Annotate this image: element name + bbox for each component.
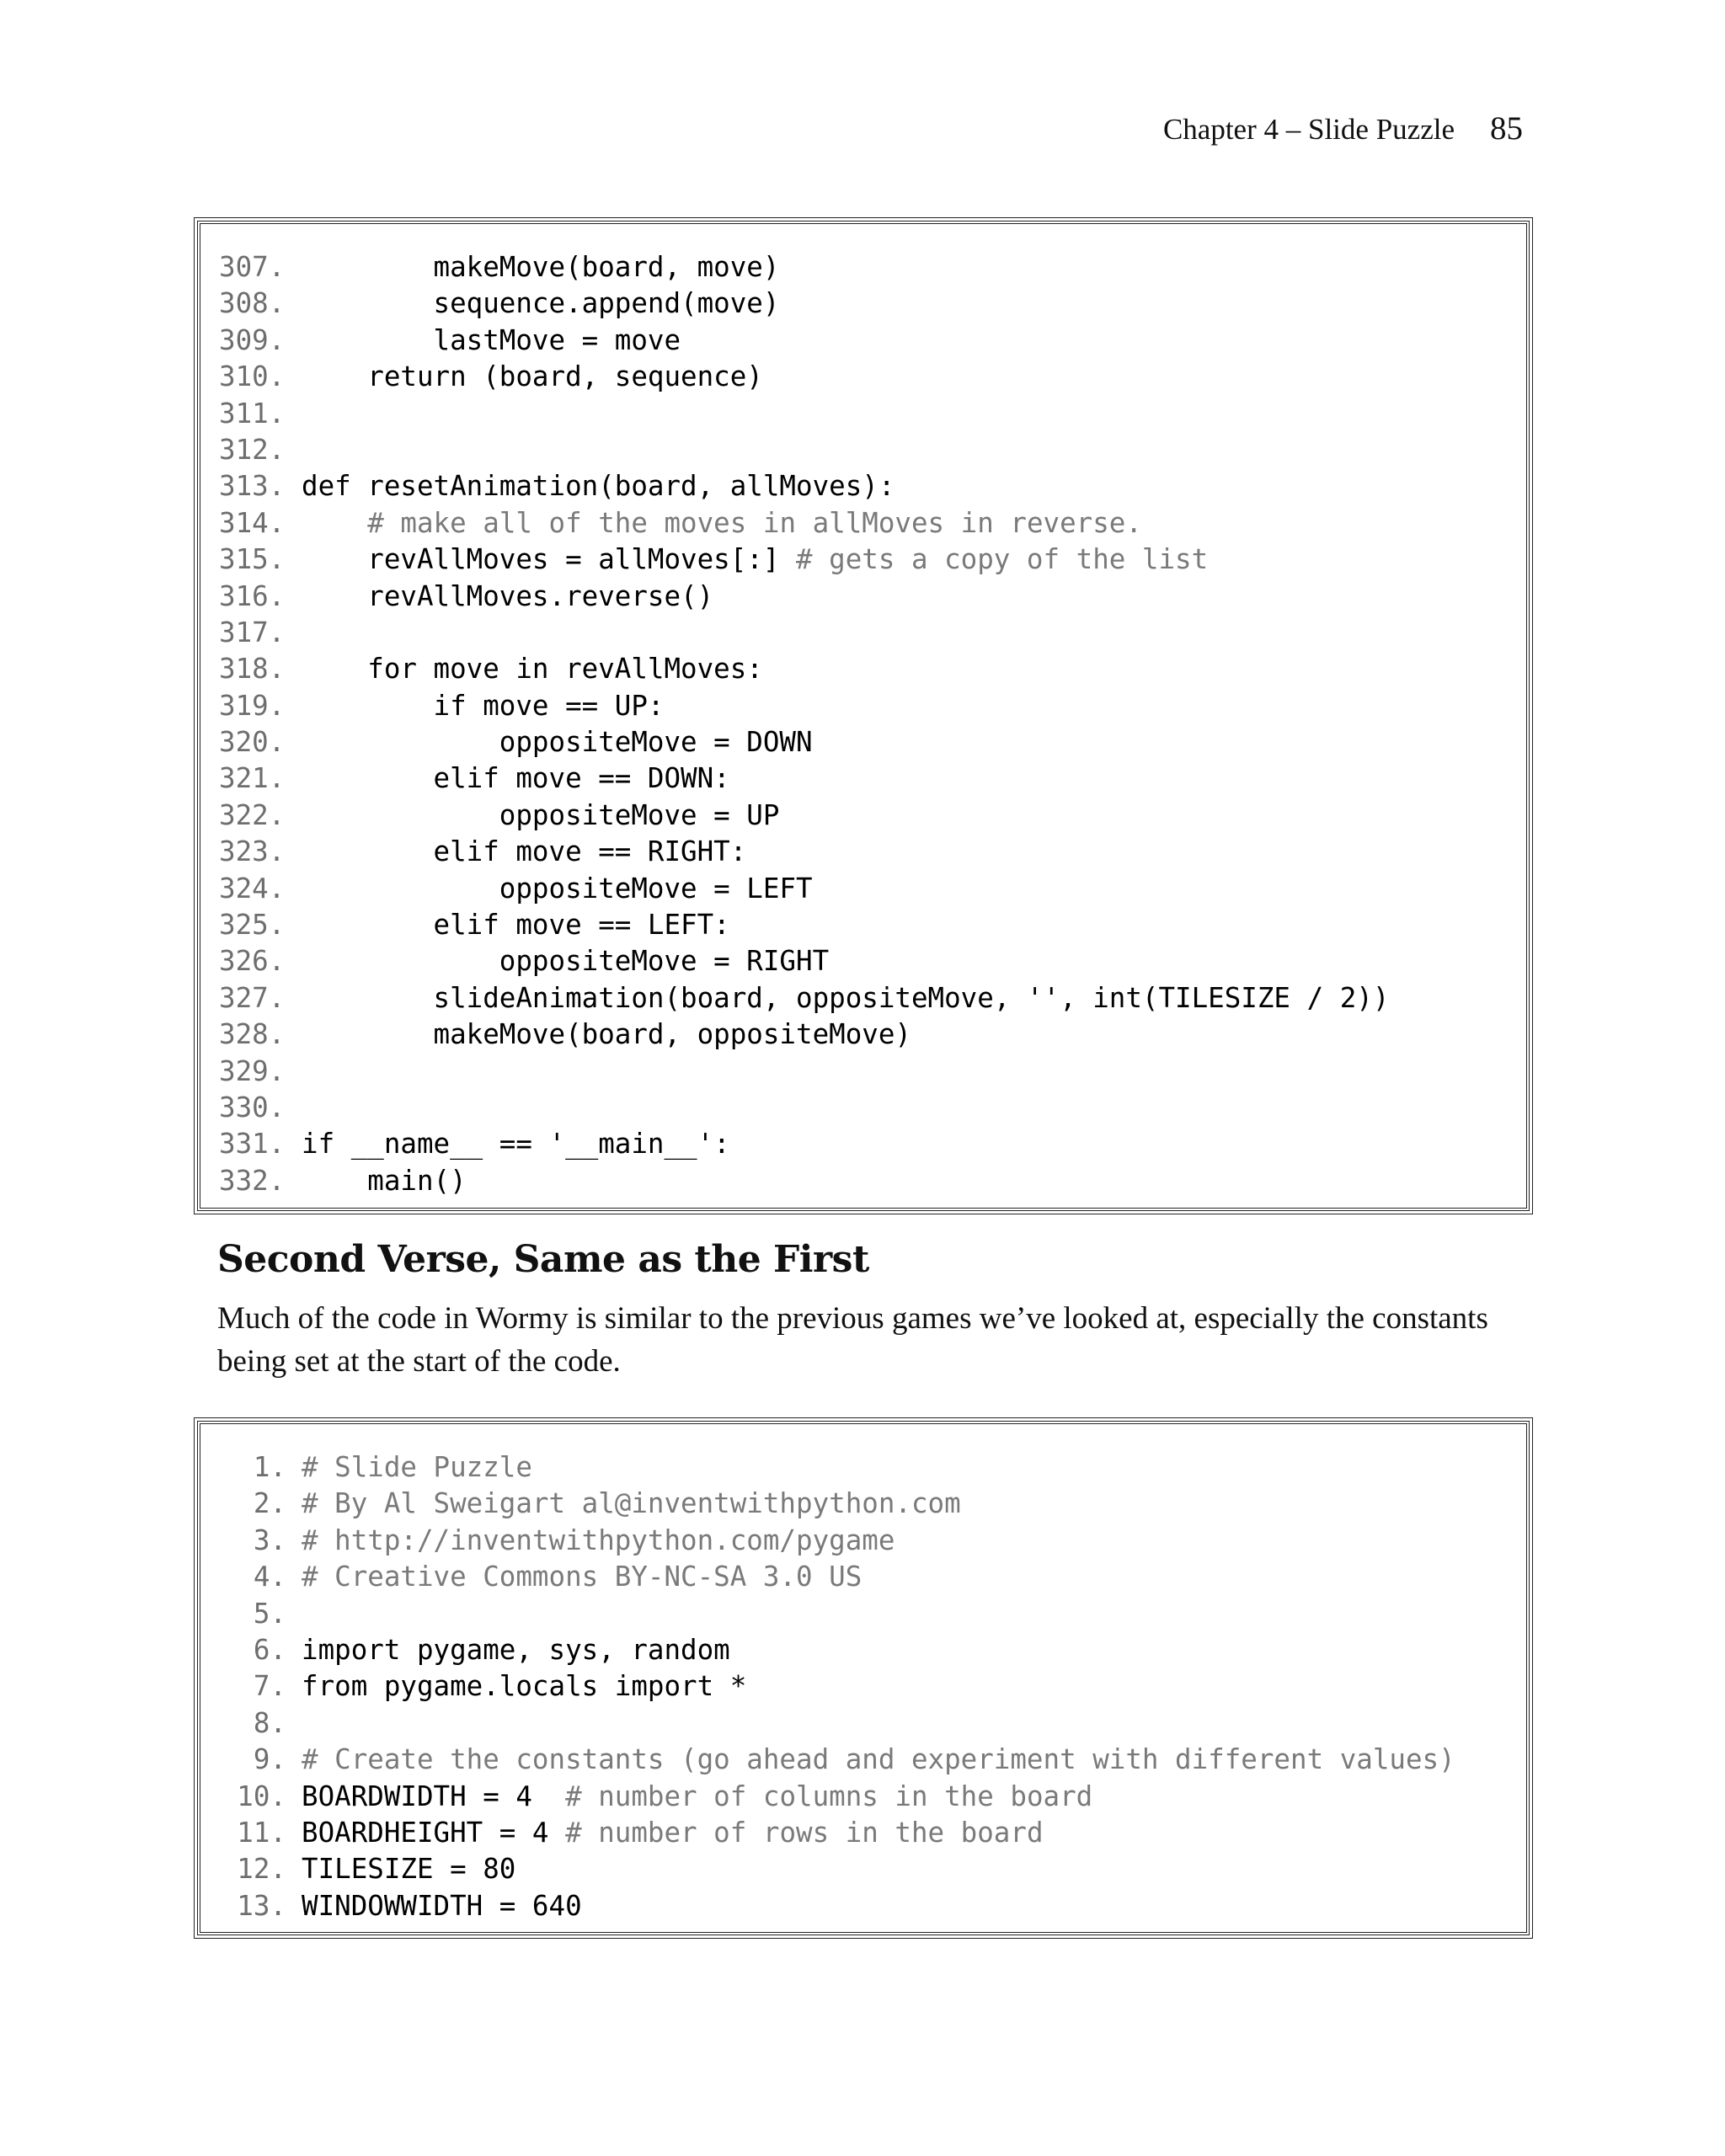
chapter-title: Chapter 4 – Slide Puzzle [1162, 113, 1455, 146]
line-number: 318. [219, 653, 286, 686]
code-statement: from pygame.locals import * [302, 1670, 747, 1703]
code-line [200, 1090, 1526, 1126]
code-statement: oppositeMove = DOWN [302, 726, 813, 759]
code-text [286, 907, 730, 943]
line-number: 330. [219, 1091, 286, 1123]
line-number: 3. [253, 1524, 286, 1556]
code-statement: elif move == DOWN: [302, 762, 730, 795]
line-number: 4. [253, 1561, 286, 1593]
page-header [1163, 109, 1523, 147]
code-line [200, 286, 1526, 322]
code-text [286, 1815, 1044, 1851]
code-line [200, 323, 1526, 359]
code-statement: lastMove = move [302, 323, 681, 356]
code-comment: # Creative Commons BY-NC-SA 3.0 US [302, 1561, 862, 1593]
line-number: 319. [219, 689, 286, 722]
code-text [286, 1851, 515, 1887]
line-number: 310. [219, 360, 286, 393]
code-text [286, 798, 779, 834]
line-number: 317. [219, 616, 286, 648]
line-number: 322. [219, 798, 286, 831]
code-line [200, 396, 1526, 432]
line-number: 313. [219, 470, 286, 503]
code-line [200, 871, 1526, 907]
line-number: 326. [219, 945, 286, 978]
code-statement: revAllMoves = allMoves[:] [302, 543, 796, 576]
code-line [200, 1888, 1526, 1924]
code-text [286, 1742, 1455, 1778]
code-text [286, 468, 895, 504]
code-statement: makeMove(board, oppositeMove) [302, 1018, 911, 1051]
line-number: 309. [219, 323, 286, 356]
code-line [200, 798, 1526, 834]
line-number: 324. [219, 872, 286, 905]
line-number: 329. [219, 1054, 286, 1087]
code-comment: # Create the constants (go ahead and experiment with different values) [302, 1743, 1455, 1776]
body-paragraph: Much of the code in Wormy is similar to the previous games we’ve looked at, especially the constants being set at the start of the code. [217, 1301, 1488, 1379]
code-statement: BOARDWIDTH = 4 [302, 1780, 566, 1812]
code-statement: return (board, sequence) [302, 360, 763, 393]
code-text [286, 323, 681, 359]
code-statement: if __name__ == '__main__': [302, 1128, 730, 1161]
code-line [200, 542, 1526, 578]
code-comment: # By Al Sweigart al@inventwithpython.com [302, 1487, 961, 1520]
code-line [200, 1559, 1526, 1595]
line-number: 1. [253, 1451, 286, 1483]
code-comment: # number of rows in the board [565, 1816, 1044, 1849]
line-number: 332. [219, 1164, 286, 1197]
line-number: 12. [237, 1853, 286, 1886]
line-number: 331. [219, 1128, 286, 1161]
code-statement: TILESIZE = 80 [302, 1853, 516, 1886]
code-line [200, 1851, 1526, 1887]
code-text [286, 724, 813, 760]
code-text [286, 359, 763, 395]
code-text [286, 1090, 302, 1126]
code-text [286, 943, 829, 979]
code-text [286, 432, 302, 468]
code-line [200, 724, 1526, 760]
code-statement: WINDOWWIDTH = 640 [302, 1889, 582, 1922]
line-number: 5. [253, 1597, 286, 1630]
line-number: 320. [219, 726, 286, 759]
code-line [200, 432, 1526, 468]
line-number: 11. [237, 1816, 286, 1849]
code-line [200, 1523, 1526, 1559]
code-text [286, 1449, 532, 1486]
line-number: 9. [253, 1743, 286, 1776]
code-text [286, 688, 664, 724]
code-text [286, 1126, 730, 1162]
code-line [200, 249, 1526, 286]
code-statement: def resetAnimation(board, allMoves): [302, 470, 895, 503]
line-number: 2. [253, 1487, 286, 1520]
code-line [200, 1668, 1526, 1705]
code-text [286, 1632, 730, 1668]
code-line [200, 1815, 1526, 1851]
code-line [200, 1705, 1526, 1742]
code-text [286, 1486, 961, 1522]
code-comment: # make all of the moves in allMoves in reverse. [367, 506, 1142, 539]
code-line [200, 1163, 1526, 1199]
line-number: 10. [237, 1780, 286, 1812]
line-number: 6. [253, 1633, 286, 1666]
line-number: 308. [219, 287, 286, 320]
code-text [286, 834, 746, 870]
line-number: 327. [219, 981, 286, 1014]
code-statement: oppositeMove = LEFT [302, 872, 813, 905]
code-text [286, 249, 779, 286]
code-line [200, 1779, 1526, 1815]
page-number: 85 [1490, 110, 1523, 147]
code-line [200, 980, 1526, 1017]
code-comment: # Slide Puzzle [302, 1451, 532, 1483]
code-statement: oppositeMove = UP [302, 798, 780, 831]
line-number: 307. [219, 251, 286, 283]
code-line [200, 505, 1526, 542]
code-text [286, 651, 763, 687]
code-line [200, 615, 1526, 651]
code-line [200, 1126, 1526, 1162]
code-statement: elif move == RIGHT: [302, 835, 747, 868]
code-statement: if move == UP: [302, 689, 665, 722]
line-number: 314. [219, 506, 286, 539]
code-line [200, 1632, 1526, 1668]
code-line [200, 651, 1526, 687]
code-line [200, 1017, 1526, 1053]
code-text [286, 980, 1389, 1017]
code-text [286, 1017, 911, 1053]
code-statement: import pygame, sys, random [302, 1633, 730, 1666]
code-line [200, 1742, 1526, 1778]
code-statement: oppositeMove = RIGHT [302, 945, 830, 978]
code-statement: for move in revAllMoves: [302, 653, 763, 686]
code-line [200, 907, 1526, 943]
code-comment: # gets a copy of the list [796, 543, 1209, 576]
code-line [200, 1054, 1526, 1090]
code-statement: slideAnimation(board, oppositeMove, '', int(TILESIZE / 2)) [302, 981, 1390, 1014]
line-number: 325. [219, 909, 286, 942]
code-statement: sequence.append(move) [302, 287, 780, 320]
line-number: 321. [219, 762, 286, 795]
code-text [286, 760, 730, 797]
code-text [286, 1668, 746, 1705]
section-heading: Second Verse, Same as the First [217, 1238, 869, 1281]
line-number: 323. [219, 835, 286, 868]
code-line [200, 943, 1526, 979]
code-statement: makeMove(board, move) [302, 251, 780, 283]
code-line [200, 688, 1526, 724]
code-line [200, 760, 1526, 797]
line-number: 316. [219, 579, 286, 612]
line-number: 312. [219, 433, 286, 466]
code-line [200, 1596, 1526, 1632]
line-number: 311. [219, 397, 286, 430]
line-number: 7. [253, 1670, 286, 1703]
code-line [200, 1449, 1526, 1486]
code-comment: # number of columns in the board [565, 1780, 1093, 1812]
code-text [286, 579, 713, 615]
code-statement: BOARDHEIGHT = 4 [302, 1816, 566, 1849]
code-line [200, 468, 1526, 504]
code-text [286, 505, 1142, 542]
code-text [286, 615, 302, 651]
code-listing-2 [197, 1421, 1530, 1935]
code-text [286, 1163, 467, 1199]
code-line [200, 834, 1526, 870]
code-text [286, 542, 1208, 578]
code-text [286, 1054, 302, 1090]
line-number: 315. [219, 543, 286, 576]
code-text [286, 1596, 302, 1632]
code-listing-1 [197, 221, 1530, 1211]
code-text [286, 1705, 302, 1742]
code-statement: elif move == LEFT: [302, 909, 730, 942]
code-text [286, 1779, 1092, 1815]
code-text [286, 1523, 895, 1559]
line-number: 8. [253, 1706, 286, 1739]
code-line [200, 1486, 1526, 1522]
code-line [200, 359, 1526, 395]
code-text [286, 871, 813, 907]
line-number: 13. [237, 1889, 286, 1922]
code-text [286, 1559, 862, 1595]
code-comment: # http://inventwithpython.com/pygame [302, 1524, 895, 1556]
code-statement: main() [302, 1164, 467, 1197]
code-text [286, 1888, 582, 1924]
code-line [200, 579, 1526, 615]
code-text [286, 396, 302, 432]
code-statement: revAllMoves.reverse() [302, 579, 714, 612]
code-statement [302, 507, 367, 539]
line-number: 328. [219, 1018, 286, 1051]
code-text [286, 286, 779, 322]
